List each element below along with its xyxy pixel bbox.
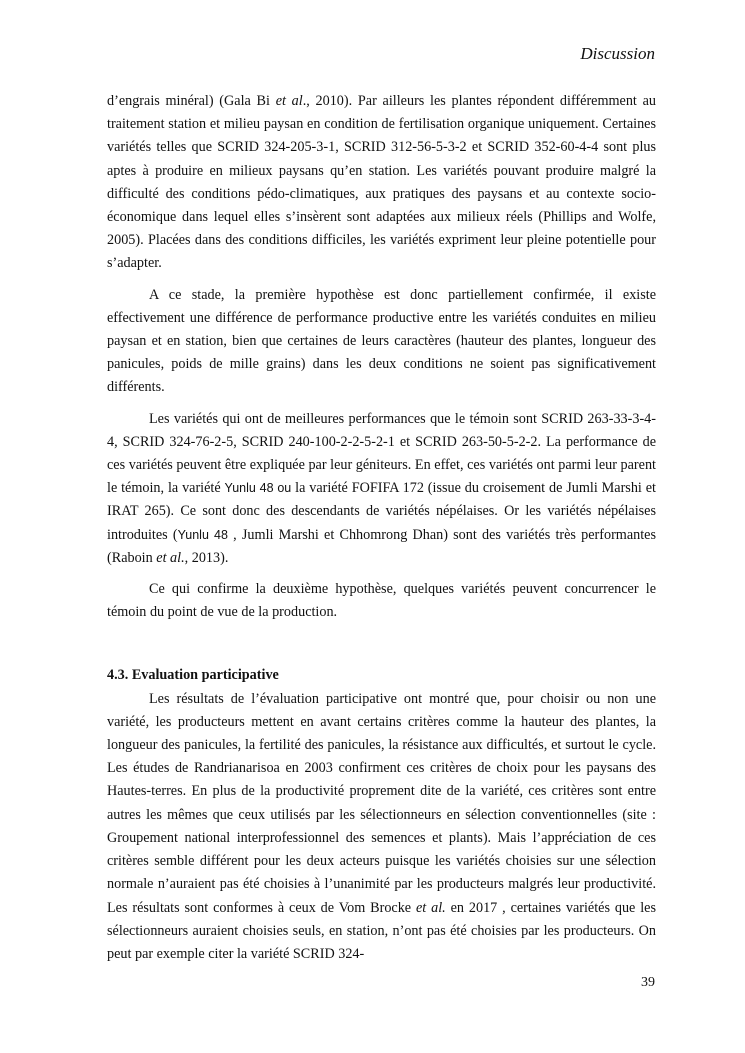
italic-run: et al.: [156, 549, 185, 566]
variety-name: Yunlu 48 ou: [224, 481, 292, 496]
paragraph-4: Ce qui confirme la deuxième hypothèse, quelques variétés peuvent concurrencer le témoin du point de vue de la production.: [107, 581, 656, 621]
paragraph-3: [107, 408, 656, 570]
italic-run: et al.: [416, 899, 446, 916]
text-run: Les résultats de l’évaluation participative ont montré que, pour choisir ou non une variété, les producteurs mettent en avant certains critères comme la hauteur des plantes, la longueur des panicules, la fertilité des panicules, la résistance aux difficultés, et surtout le cycle. Les études de Randrianarisoa en 2003 confirment ces critères de choix pour les paysans des Hautes-terres. En plus de la productivité proprement dite de la variété, ces critères sont entre autres les mêmes que ceux utilisés par les sélectionneurs en sélection conventionnelles (site : Groupement national interprofessionnel des semences et plants). Mais l’appréciation de ces critères semble différent pour les deux acteurs puisque les variétés choisies sur une sélection normale n’auraient pas été choisies à l’unanimité par les producteurs malgrés leur productivité. Les résultats sont conformes à ceux de Vom Brocke: [107, 690, 656, 916]
running-header: Discussion: [580, 44, 655, 63]
text-run: la variété FOFIFA 172 (issue du croisement de Jumli Marshi et IRAT 265). Ce sont donc des descendants de variétés népélaises. Or les variétés népélaises introduites (: [107, 480, 656, 543]
paragraph-1: [107, 90, 656, 276]
section-heading: 4.3. Evaluation participative: [107, 667, 279, 684]
page-body: [107, 90, 656, 966]
paragraph-5: [107, 688, 656, 966]
text-run: d’engrais minéral) (Gala Bi: [107, 93, 276, 109]
italic-run: et al: [275, 93, 303, 109]
variety-name: Yunlu 48: [177, 527, 228, 542]
paragraph-2: A ce stade, la première hypothèse est donc partiellement confirmée, il existe effectivement une différence de performance productive entre les variétés conduites en milieu paysan et en station, bien que certaines de leurs caractères (hauteur des plantes, longueur des panicules, poids de mille grains) dans les deux conditions ne soient pas significativement différents.: [107, 286, 656, 396]
text-run: ., 2010). Par ailleurs les plantes répondent différemment au traitement station et milieu paysan en condition de fertilisation organique uniquement. Certaines variétés telles que SCRID 324-205-3-1, SCRID 312-56-5-3-2 et SCRID 352-60-4-4 sont plus aptes à produire en milieux paysans qu’en station. Les variétés pouvant produire malgré la difficulté des conditions pédo-climatiques, aux pratiques des paysans et au contexte socio-économique dans lequel elles s’insèrent sont adaptées aux milieux réels (Phillips and Wolfe, 2005). Placées dans des conditions difficiles, les variétés expriment leur pleine potentielle pour s’adapter.: [107, 93, 656, 272]
text-run: , 2013).: [184, 549, 229, 566]
text-run: , Jumli Marshi et Chhomrong Dhan) sont des variétés très performantes (Raboin: [107, 526, 656, 566]
text-run: Les variétés qui ont de meilleures performances que le témoin sont SCRID 263-33-3-4-4, SCRID 324-76-2-5, SCRID 240-100-2-2-5-2-1 et SCRID 263-50-5-2-2. La performance de ces variétés peuvent être expliquée par leur géniteurs. En effet, ces variétés ont parmi leur parent le témoin, la variété: [107, 410, 656, 497]
section-gap: [107, 624, 656, 664]
page-number: 39: [641, 975, 655, 990]
text-run: en 2017 , certaines variétés que les sélectionneurs auraient choisies seuls, en station, n’ont pas été choisies par les producteurs. On peut par exemple citer la variété SCRID 324-: [107, 899, 656, 962]
